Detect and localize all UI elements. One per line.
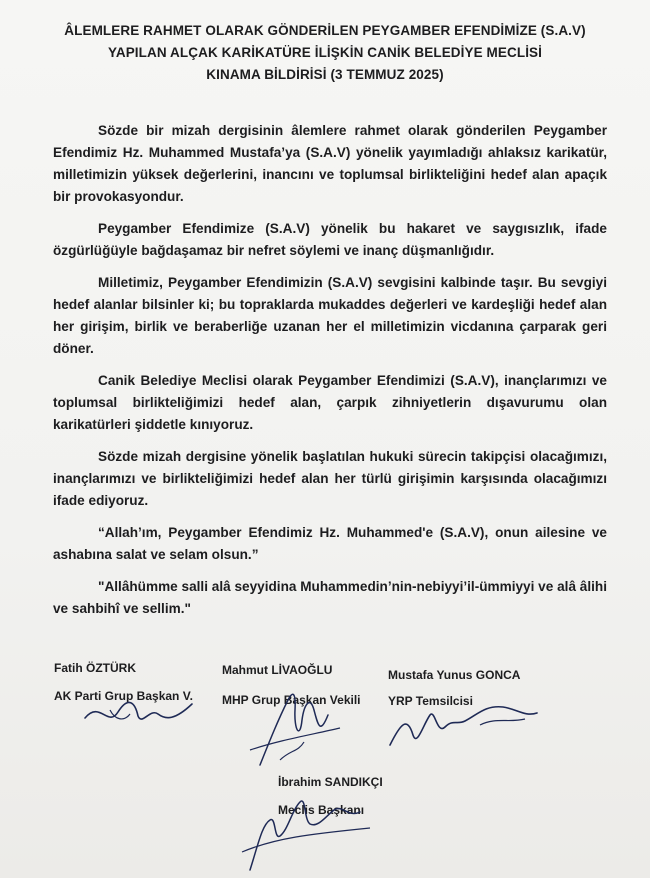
signatory-3 <box>388 667 520 709</box>
paragraph-4: Canik Belediye Meclisi olarak Peygamber Efendimizi (S.A.V), inançlarımızı ve toplumsal birlikteliğimizi hedef alan, çarpık zihniyetlerin dışavurumu olan karikatürleri şiddetle kınıyoruz. <box>53 373 607 432</box>
paragraph-6: “Allah’ım, Peygamber Efendimiz Hz. Muhammed'e (S.A.V), onun ailesine ve ashabına salat ve selam olsun.” <box>53 525 607 562</box>
title-line-1: ÂLEMLERE RAHMET OLARAK GÖNDERİLEN PEYGAMBER EFENDİMİZE (S.A.V) <box>64 23 586 38</box>
signatory-2-name: Mahmut LİVAOĞLU <box>222 663 333 677</box>
paragraph-5: Sözde mizah dergisine yönelik başlatılan hukuki sürecin takipçisi olacağımızı, inançlarımızı ve birlikteliğimizi hedef alan her türlü girişimin karşısında olacağımızı ifade ediyoruz. <box>53 449 607 508</box>
paragraph-1: Sözde bir mizah dergisinin âlemlere rahmet olarak gönderilen Peygamber Efendimiz Hz. Muhammed Mustafa’ya (S.A.V) yönelik yayımladığı ahlaksız karikatür, milletimizin yüksek değerlerini, inancını ve toplumsal birlikteliğini hedef alan apaçık bir provokasyondur. <box>53 123 607 204</box>
paragraph-3: Milletimiz, Peygamber Efendimizin (S.A.V) sevgisini kalbinde taşır. Bu sevgiyi hedef alanlar bilsinler ki; bu topraklarda mukaddes değerleri ve kardeşliği hedef alan her girişim, birlik ve beraberliğe uzanan her el milletimizin vicdanına çarparak geri döner. <box>53 275 607 356</box>
paragraph-7: "Allâhümme salli alâ seyyidina Muhammedin’nin-nebiyyi’il-ümmiyyi ve alâ âlihi ve sahbihî ve sellim." <box>53 579 607 616</box>
signatory-2-title: MHP Grup Başkan Vekili <box>222 693 361 707</box>
signatory-1 <box>54 660 193 704</box>
signatory-1-title: AK Parti Grup Başkan V. <box>54 689 193 703</box>
signatory-2 <box>222 662 361 708</box>
paragraph-2: Peygamber Efendimize (S.A.V) yönelik bu hakaret ve saygısızlık, ifade özgürlüğüyle bağdaşamaz bir nefret söylemi ve inanç düşmanlığıdır. <box>53 221 607 258</box>
signatory-1-name: Fatih ÖZTÜRK <box>54 661 136 675</box>
title-line-2: YAPILAN ALÇAK KARİKATÜRE İLİŞKİN CANİK BELEDİYE MECLİSİ <box>107 45 543 60</box>
document-body <box>53 120 607 630</box>
signatory-4-name: İbrahim SANDIKÇI <box>278 775 383 789</box>
signatory-3-title: YRP Temsilcisi <box>388 694 473 708</box>
document-title <box>40 20 610 86</box>
signatory-3-name: Mustafa Yunus GONCA <box>388 668 521 682</box>
signatory-4-title: Meclis Başkanı <box>278 803 365 817</box>
title-line-3: KINAMA BİLDİRİSİ (3 TEMMUZ 2025) <box>206 67 444 82</box>
signatory-4 <box>278 774 383 818</box>
